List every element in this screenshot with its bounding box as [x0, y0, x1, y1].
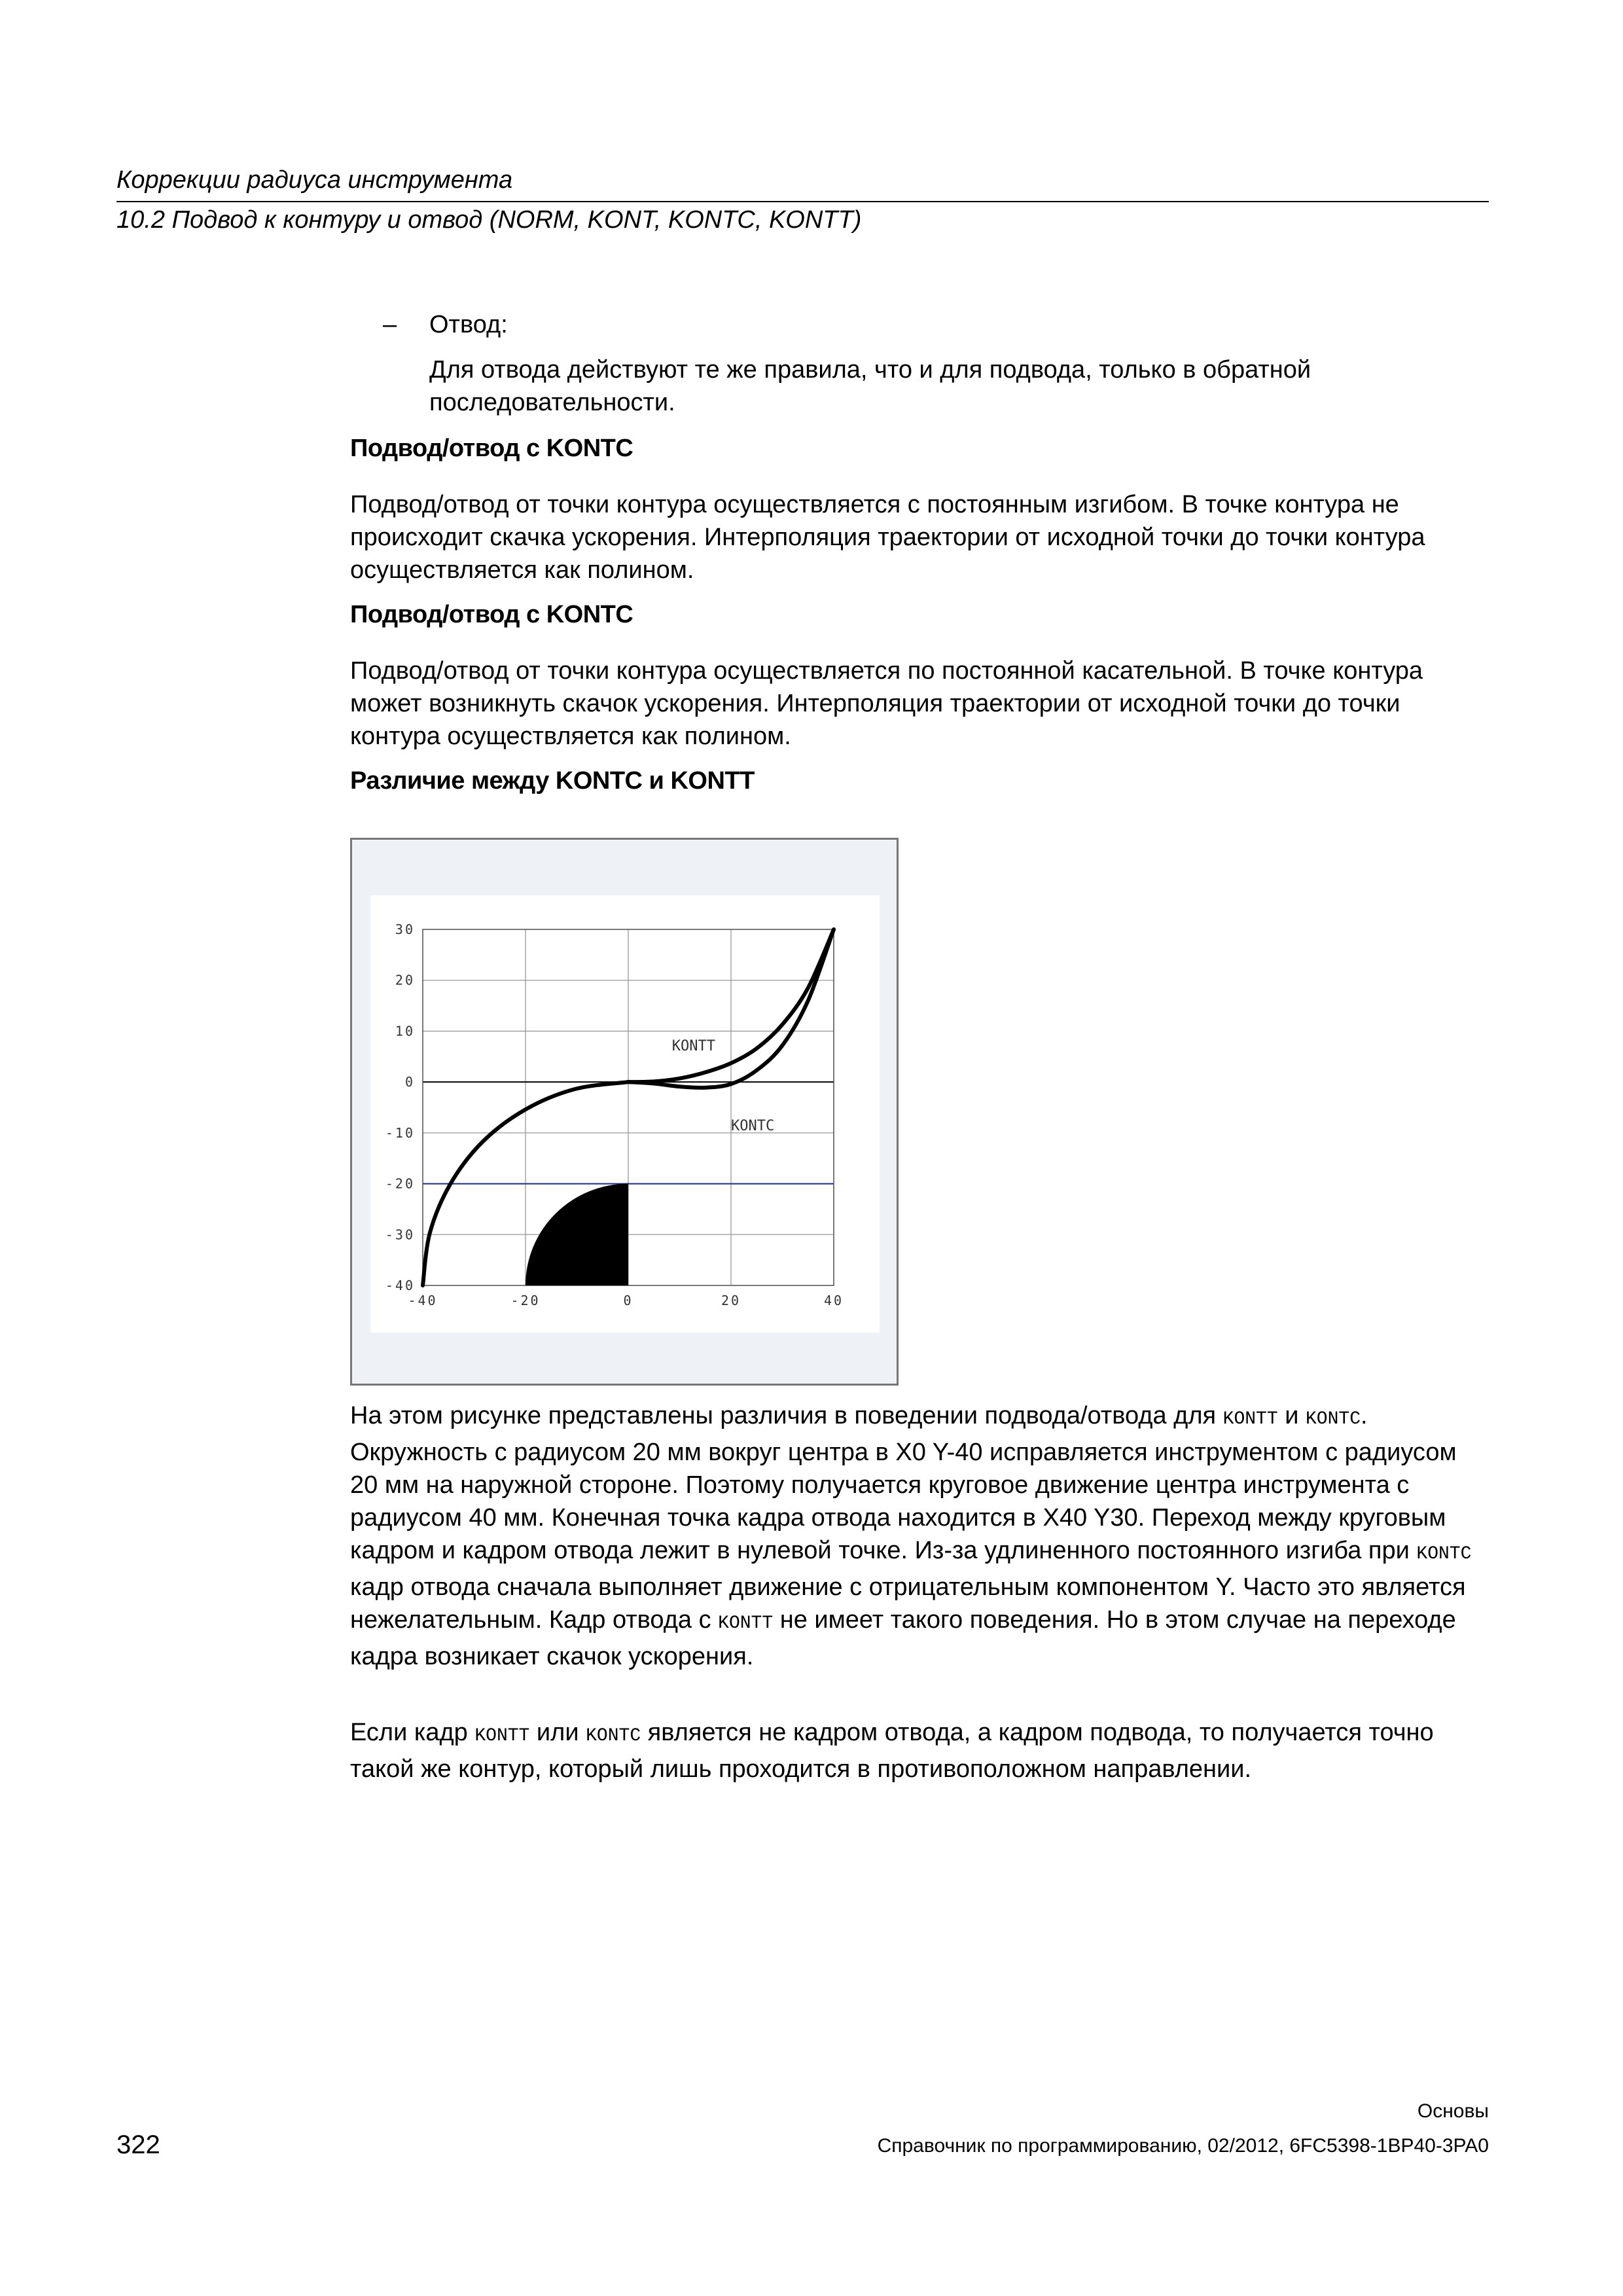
x-tick-label: -20 [510, 1293, 541, 1308]
y-tick-label: -30 [385, 1227, 415, 1243]
code-kontt: KONTT [718, 1613, 774, 1634]
figure-plot [370, 895, 880, 1333]
label-kontt: KONTT [671, 1037, 715, 1054]
code-kontc: KONTC [1416, 1544, 1472, 1564]
x-tick-label: -40 [408, 1293, 438, 1308]
p4-text-1: Если кадр [350, 1719, 475, 1746]
paragraph-kontc-1: Подвод/отвод от точки контура осуществляется с постоянным изгибом. В точке контура не происходит скачка ускорения. Интерполяция траектории от исходной точки до точки контура осуществляется как полином. [350, 491, 1425, 584]
y-tick-label: 20 [395, 972, 415, 988]
x-tick-label: 20 [721, 1293, 741, 1308]
y-tick-label: 10 [395, 1023, 415, 1039]
header-section: 10.2 Подвод к контуру и отвод (NORM, KONT, KONTC, KONTT) [116, 206, 862, 234]
heading-difference: Различие между KONTC и KONTT [350, 767, 755, 795]
x-tick-label: 40 [823, 1293, 844, 1308]
retract-text: Для отвода действуют те же правила, что и для подвода, только в обратной последовательности. [429, 356, 1311, 416]
y-tick-label: -40 [385, 1278, 415, 1293]
p3-text-3: . Окружность с радиусом 20 мм вокруг центра в X0 Y-40 исправляется инструментом с радиусом 20 мм на наружной стороне. Поэтому получается круговое движение центра инструмента с радиусом 40 мм. Конечная точка кадра отвода находится в X40 Y30. Переход между круговым кадром и кадром отвода лежит в нулевой точке. Из-за удлиненного постоянного изгиба при [350, 1402, 1457, 1564]
y-tick-label: 30 [395, 922, 415, 937]
x-tick-label: 0 [623, 1293, 633, 1308]
list-dash: – [383, 311, 397, 338]
code-kontc: KONTC [1306, 1409, 1361, 1429]
paragraph-approach [350, 1716, 1489, 1785]
code-kontc: KONTC [586, 1726, 641, 1746]
page-number: 322 [116, 2130, 160, 2159]
header-chapter: Коррекции радиуса инструмента [116, 166, 513, 194]
paragraph-kontc-2: Подвод/отвод от точки контура осуществляется по постоянной касательной. В точке контура может возникнуть скачок ускорения. Интерполяция траектории от исходной точки до точки контура осуществляется как полином. [350, 657, 1423, 750]
y-tick-label: 0 [404, 1074, 415, 1090]
code-kontt: KONTT [474, 1726, 530, 1746]
p4-text-3: является не кадром отвода, а кадром подвода, то получается точно такой же контур, который лишь проходится в противоположном направлении. [350, 1719, 1434, 1783]
p3-text-1: На этом рисунке представлены различия в поведении подвода/отвода для [350, 1402, 1223, 1429]
retract-label: Отвод: [429, 311, 508, 338]
code-kontt: KONTT [1222, 1409, 1278, 1429]
heading-kontc-1: Подвод/отвод с KONTC [350, 435, 633, 462]
p4-text-2: или [529, 1719, 586, 1746]
heading-kontc-2: Подвод/отвод с KONTC [350, 601, 633, 628]
header-rule [116, 201, 1489, 202]
contour-chart [370, 895, 880, 1333]
footer-reference: Справочник по программированию, 02/2012, 6FC5398-1BP40-3PA0 [877, 2135, 1489, 2157]
tool-quarter-circle [526, 1184, 628, 1285]
footer-book: Основы [1417, 2100, 1489, 2122]
y-tick-label: -20 [385, 1175, 415, 1192]
label-kontc: KONTC [731, 1117, 775, 1134]
p3-text-2: и [1277, 1402, 1306, 1429]
p3-text-5: не имеет такого поведения. Но в этом случае на переходе кадра возникает скачок ускорения. [350, 1606, 1456, 1670]
paragraph-figure-explanation [350, 1399, 1489, 1673]
y-tick-label: -10 [385, 1124, 415, 1141]
p3-text-4: кадр отвода сначала выполняет движение с отрицательным компонентом Y. Часто это является нежелательным. Кадр отвода с [350, 1573, 1466, 1634]
